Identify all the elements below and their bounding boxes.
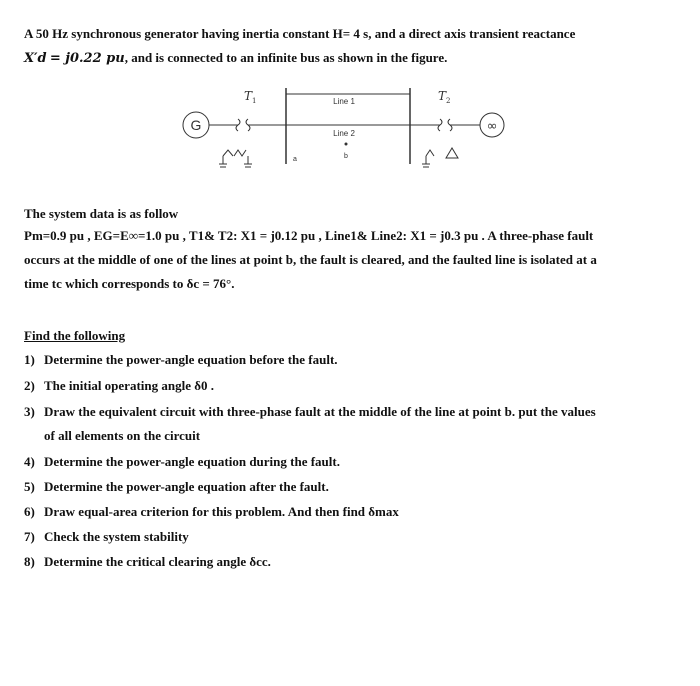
- power-system-diagram: [168, 78, 508, 178]
- line-1-label: Line 1: [333, 97, 355, 106]
- infinite-bus-label: ∞: [486, 119, 498, 134]
- fault-point-b: [345, 143, 348, 146]
- t2-subscript: 2: [446, 97, 451, 105]
- task-item: 2) The initial operating angle δ0 .: [24, 378, 214, 393]
- system-data-line-2: occurs at the middle of one of the lines at point b, the fault is cleared, and the faulted line is isolated at a: [24, 252, 597, 267]
- xd-value: = j0.22 pu: [49, 51, 125, 66]
- system-data-line-1: Pm=0.9 pu , EG=E∞=1.0 pu , T1& T2: X1 = j0.12 pu , Line1& Line2: X1 = j0.3 pu . A three-phase fault: [24, 228, 594, 243]
- line-2-label: Line 2: [333, 129, 355, 138]
- system-data-heading: The system data is as follow: [24, 206, 179, 221]
- point-b-label: b: [344, 153, 348, 160]
- task-item: 5) Determine the power-angle equation after the fault.: [24, 479, 329, 494]
- task-list: [24, 352, 684, 579]
- task-item: 3) Draw the equivalent circuit with three-phase fault at the middle of the line at point b. put the values: [24, 404, 596, 419]
- find-heading: Find the following: [24, 328, 126, 343]
- task-item: 8) Determine the critical clearing angle δcc.: [24, 554, 271, 569]
- task-item: 6) Draw equal-area criterion for this problem. And then find δmax: [24, 504, 399, 519]
- task-item-continuation: of all elements on the circuit: [44, 428, 201, 443]
- intro-line-2: [24, 50, 447, 66]
- point-a-label: a: [293, 156, 297, 163]
- task-item: 7) Check the system stability: [24, 529, 189, 544]
- generator-label: G: [190, 117, 202, 133]
- t1-label: T: [244, 89, 253, 103]
- intro-line-2-rest: , and is connected to an infinite bus as shown in the figure.: [124, 50, 448, 65]
- system-data-line-3: time tc which corresponds to δc = 76°.: [24, 276, 235, 291]
- xd-symbol: X′d: [24, 51, 47, 66]
- t1-subscript: 1: [252, 97, 257, 105]
- task-item: 1) Determine the power-angle equation before the fault.: [24, 352, 338, 367]
- t2-label: T: [438, 89, 447, 103]
- task-item: 4) Determine the power-angle equation during the fault.: [24, 454, 340, 469]
- intro-line-1: A 50 Hz synchronous generator having inertia constant H= 4 s, and a direct axis transient reactance: [24, 26, 576, 41]
